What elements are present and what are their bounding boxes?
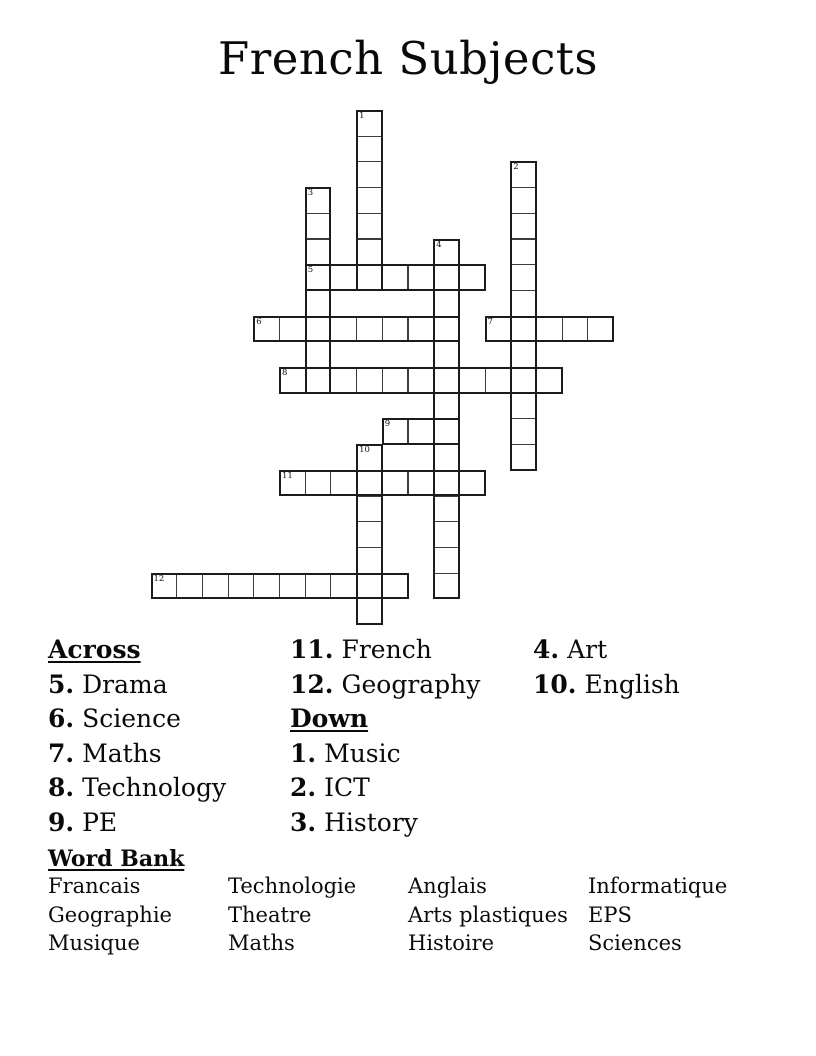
clue-9 (48, 806, 117, 841)
word-bank-item: Francais (48, 874, 141, 898)
clue-number: 3. (290, 807, 317, 837)
grid-cell[interactable] (279, 470, 306, 497)
page-title: French Subjects (218, 32, 598, 85)
clue-number: 2. (290, 773, 317, 802)
grid-cell[interactable] (356, 547, 383, 574)
clue-text: French (341, 635, 432, 664)
grid-cell[interactable] (305, 239, 332, 266)
clue-number: 7. (48, 738, 75, 768)
clue-1 (290, 737, 401, 772)
grid-cell[interactable] (459, 367, 486, 394)
clue-text: Drama (82, 669, 168, 699)
cell-number: 12 (153, 573, 165, 584)
clue-11 (290, 633, 432, 668)
grid-cell[interactable] (408, 418, 435, 445)
grid-cell[interactable] (408, 264, 435, 291)
grid-cell[interactable] (305, 290, 332, 317)
cell-number: 3 (307, 188, 314, 199)
grid-cell[interactable] (253, 573, 280, 600)
grid-cell[interactable] (459, 264, 486, 291)
grid-cell[interactable] (151, 573, 178, 600)
clue-text: History (324, 807, 418, 837)
grid-cell[interactable] (382, 573, 409, 600)
clue-text: English (584, 669, 680, 699)
grid-cell[interactable] (382, 264, 409, 291)
clue-number: 4. (533, 635, 560, 664)
grid-cell[interactable] (510, 316, 537, 343)
grid-cell[interactable] (433, 573, 460, 600)
grid-cell[interactable] (305, 316, 332, 343)
word-bank-item: EPS (588, 902, 632, 927)
clue-10 (533, 668, 680, 703)
grid-cell[interactable] (510, 367, 537, 394)
down-heading (290, 702, 368, 737)
clue-text: Science (82, 704, 181, 733)
grid-cell[interactable] (510, 393, 537, 420)
grid-cell[interactable] (305, 187, 332, 214)
grid-cell[interactable] (305, 264, 332, 291)
cell-number: 11 (282, 470, 293, 481)
clue-number: 12. (290, 669, 334, 699)
clue-3 (290, 806, 418, 841)
grid-cell[interactable] (382, 418, 409, 445)
grid-cell[interactable] (536, 316, 563, 343)
grid-cell[interactable] (562, 316, 589, 343)
grid-cell[interactable] (356, 598, 383, 625)
grid-cell[interactable] (587, 316, 614, 343)
heading-label: Across (48, 635, 141, 664)
grid-cell[interactable] (228, 573, 255, 600)
grid-cell[interactable] (510, 341, 537, 368)
grid-cell[interactable] (330, 367, 357, 394)
cell-number: 5 (307, 265, 314, 276)
clue-text: Geography (341, 669, 481, 699)
grid-cell[interactable] (408, 470, 435, 497)
grid-cell[interactable] (356, 316, 383, 343)
grid-cell[interactable] (356, 187, 383, 214)
grid-cell[interactable] (408, 316, 435, 343)
grid-cell[interactable] (305, 470, 332, 497)
grid-cell[interactable] (510, 264, 537, 291)
grid-cell[interactable] (510, 290, 537, 317)
word-bank-heading: Word Bank (48, 846, 185, 872)
grid-cell[interactable] (382, 367, 409, 394)
grid-cell[interactable] (253, 316, 280, 343)
cell-number: 4 (436, 239, 442, 250)
cell-number: 7 (487, 316, 494, 327)
clue-number: 11. (290, 635, 334, 664)
grid-cell[interactable] (433, 367, 460, 394)
word-bank-item: Technologie (228, 874, 357, 898)
grid-cell[interactable] (510, 161, 537, 188)
word-bank-item: Informatique (588, 874, 728, 898)
grid-cell[interactable] (433, 264, 460, 291)
grid-cell[interactable] (510, 213, 537, 240)
grid-cell[interactable] (433, 393, 460, 420)
clue-6 (48, 702, 181, 737)
grid-cell[interactable] (356, 264, 383, 291)
word-bank-item: Arts plastiques (408, 902, 568, 927)
grid-cell[interactable] (356, 161, 383, 188)
grid-cell[interactable] (433, 521, 460, 548)
grid-cell[interactable] (408, 367, 435, 394)
grid-cell[interactable] (202, 573, 229, 600)
clue-5 (48, 668, 168, 703)
cell-number: 10 (359, 445, 370, 456)
cell-number: 9 (384, 419, 391, 430)
clue-text: ICT (324, 773, 370, 802)
clue-number: 6. (48, 704, 75, 733)
word-bank-item: Musique (48, 931, 140, 956)
clue-12 (290, 668, 480, 703)
grid-cell[interactable] (433, 496, 460, 523)
word-bank-item: Histoire (408, 931, 495, 956)
grid-cell[interactable] (536, 367, 563, 394)
word-bank-item: Geographie (48, 902, 172, 927)
grid-cell[interactable] (305, 213, 332, 240)
grid-cell[interactable] (510, 239, 537, 266)
grid-cell[interactable] (433, 341, 460, 368)
grid-cell[interactable] (433, 444, 460, 471)
grid-cell[interactable] (382, 316, 409, 343)
clue-text: PE (82, 807, 118, 837)
cell-number: 2 (513, 162, 519, 173)
grid-cell[interactable] (356, 573, 383, 600)
grid-cell[interactable] (433, 316, 460, 343)
grid-cell[interactable] (279, 367, 306, 394)
grid-cell[interactable] (356, 444, 383, 471)
grid-cell[interactable] (510, 187, 537, 214)
grid-cell[interactable] (356, 521, 383, 548)
clue-7 (48, 737, 162, 772)
word-bank-item: Theatre (228, 902, 312, 927)
clue-text: Maths (82, 738, 162, 768)
grid-cell[interactable] (330, 470, 357, 497)
grid-cell[interactable] (356, 496, 383, 523)
clue-number: 8. (48, 773, 75, 802)
word-bank-item: Anglais (408, 874, 487, 898)
grid-cell[interactable] (305, 573, 332, 600)
grid-cell[interactable] (510, 444, 537, 471)
grid-cell[interactable] (485, 316, 512, 343)
grid-cell[interactable] (459, 470, 486, 497)
grid-cell[interactable] (356, 367, 383, 394)
grid-cell[interactable] (356, 239, 383, 266)
grid-cell[interactable] (510, 418, 537, 445)
grid-cell[interactable] (279, 316, 306, 343)
word-bank-item: Maths (228, 931, 295, 956)
grid-cell[interactable] (356, 213, 383, 240)
heading-label: Down (290, 704, 369, 733)
clue-2 (290, 771, 370, 806)
grid-cell[interactable] (485, 367, 512, 394)
grid-cell[interactable] (330, 573, 357, 600)
grid-cell[interactable] (433, 290, 460, 317)
across-heading (48, 633, 141, 668)
grid-cell[interactable] (433, 239, 460, 266)
grid-cell[interactable] (330, 264, 357, 291)
clue-text: Technology (82, 773, 227, 802)
grid-cell[interactable] (433, 547, 460, 574)
clue-number: 9. (48, 807, 75, 837)
clue-number: 1. (290, 738, 317, 768)
cell-number: 1 (359, 111, 365, 121)
grid-cell[interactable] (305, 341, 332, 368)
grid-cell[interactable] (356, 136, 383, 163)
clue-text: Music (324, 738, 401, 768)
clue-number: 10. (533, 669, 577, 699)
cell-number: 6 (256, 316, 262, 327)
grid-cell[interactable] (356, 470, 383, 497)
word-bank-item: Sciences (588, 931, 682, 956)
clue-8 (48, 771, 226, 806)
cell-number: 8 (282, 368, 288, 378)
grid-cell[interactable] (433, 470, 460, 497)
grid-cell[interactable] (305, 367, 332, 394)
clue-4 (533, 633, 607, 668)
grid-cell[interactable] (356, 110, 383, 137)
grid-cell[interactable] (176, 573, 203, 600)
clue-text: Art (567, 635, 608, 664)
grid-cell[interactable] (279, 573, 306, 600)
grid-cell[interactable] (330, 316, 357, 343)
clue-number: 5. (48, 669, 75, 699)
grid-cell[interactable] (433, 418, 460, 445)
grid-cell[interactable] (382, 470, 409, 497)
